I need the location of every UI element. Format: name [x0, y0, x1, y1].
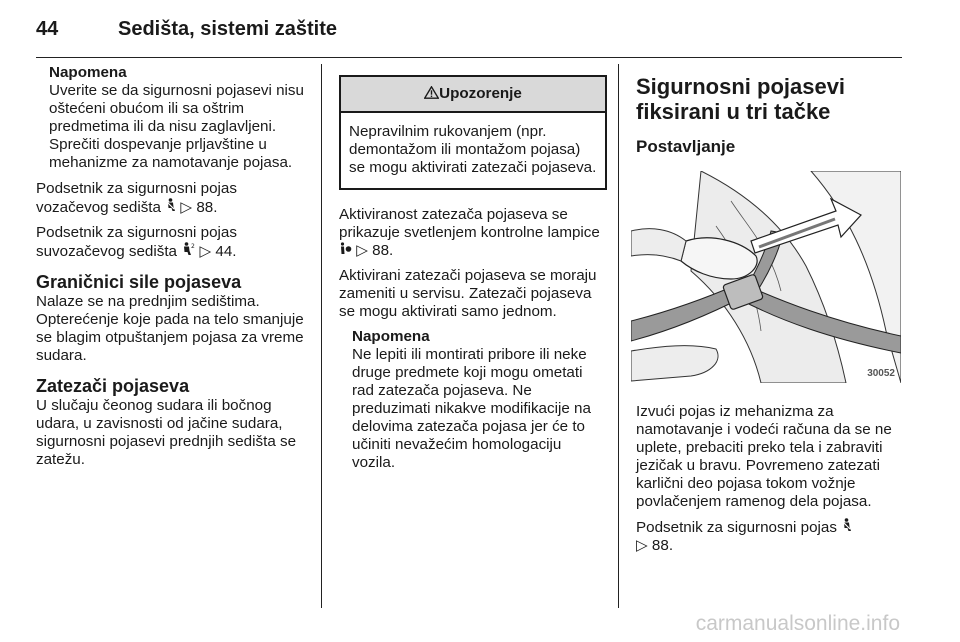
warning-header — [341, 77, 605, 113]
ref-arrow-icon: ▷ — [180, 199, 193, 216]
three-point-belt-heading: Sigurnosni pojasevi fiksirani u tri tačke — [636, 74, 846, 124]
note-box — [49, 64, 308, 172]
service-text: Aktivirani zatezači pojaseva se moraju zameniti u servisu. Zatezači pojaseva se mogu aktivirati samo jednom. — [339, 267, 597, 320]
fastening-subheading: Postavljanje — [636, 137, 736, 156]
activation-text: Aktiviranost zatezača pojaseva se prikazuje svetlenjem kontrolne lampice — [339, 206, 600, 241]
ref-arrow-icon: ▷ — [199, 243, 212, 260]
warning-triangle-icon — [424, 85, 439, 102]
seatbelt-illustration — [631, 171, 901, 383]
page-reference: 88. — [196, 199, 218, 216]
passenger-reminder-text: Podsetnik za sigurnosni pojas suvozačevog sedišta — [36, 224, 237, 260]
passenger-reminder-paragraph — [36, 224, 308, 261]
tensioner-heading: Zatezači pojaseva — [36, 376, 190, 396]
column-middle — [339, 64, 607, 480]
svg-text:2: 2 — [191, 243, 196, 250]
ref-arrow-icon: ▷ — [636, 537, 648, 554]
warning-title: Upozorenje — [439, 85, 522, 102]
page-reference: 44. — [215, 243, 237, 260]
column-divider — [618, 64, 619, 608]
driver-reminder-paragraph — [36, 180, 308, 217]
warning-text: Nepravilnim rukovanjem (npr. demontažom ili montažom pojasa) se mogu aktivirati zatezači pojaseva. — [349, 123, 597, 176]
page-number: 44 — [36, 18, 59, 40]
reminder-text: Podsetnik za sigurnosni pojas — [636, 519, 837, 536]
force-limiter-text: Nalaze se na prednjim sedištima. Opterećenje koje pada na telo smanjuje se blagim otpuštanjem pojasa za vreme sudara. — [36, 293, 304, 364]
force-limiter-heading: Graničnici sile pojaseva — [36, 272, 242, 292]
column-left — [36, 64, 308, 476]
note-label: Napomena — [49, 64, 127, 81]
note-label: Napomena — [352, 328, 430, 345]
note-text: Uverite se da sigurnosni pojasevi nisu oštećeni obućom ili sa oštrim predmetima ili da nisu zaglavljeni. Sprečiti dospevanje prljavštine u mehanizme za namotavanje pojasa. — [49, 82, 304, 171]
section-title: Sedišta, sistemi zaštite — [118, 18, 337, 40]
header-rule — [36, 57, 902, 58]
column-divider — [321, 64, 322, 608]
airbag-lamp-icon — [339, 243, 352, 258]
tensioner-text: U slučaju čeonog sudara ili bočnog udara, u zavisnosti od jačine sudara, sigurnosni pojasevi prednjih sedišta se zatežu. — [36, 397, 297, 468]
watermark: carmanualsonline.info — [695, 612, 900, 635]
figure-number: 30052 — [867, 368, 895, 379]
seatbelt-icon — [165, 200, 176, 215]
seatbelt-passenger-icon — [181, 244, 195, 259]
note-text: Ne lepiti ili montirati pribore ili neke druge predmete koji mogu ometati rad zatezača pojaseva. Ne preduzimati nikakve modifikacije na delovima zatezača pojasa jer će to učiniti nevažećim homologaciju vozila. — [352, 346, 591, 471]
column-right — [636, 64, 906, 562]
page-reference: 88. — [372, 242, 394, 259]
activation-paragraph — [339, 206, 607, 260]
driver-reminder-text: Podsetnik za sigurnosni pojas vozačevog sedišta — [36, 180, 237, 216]
note-box — [352, 328, 607, 472]
instruction-text: Izvući pojas iz mehanizma za namotavanje i vodeći računa da se ne uplete, prebaciti preko tela i zabraviti jezičak u bravu. Povremeno zatezati karlični deo pojasa tokom vožnje povlačenjem ramenog dela pojasa. — [636, 403, 892, 510]
reminder-paragraph — [636, 518, 906, 555]
seatbelt-icon — [841, 520, 852, 535]
page-reference: 88. — [651, 537, 674, 554]
warning-box — [339, 75, 607, 190]
ref-arrow-icon: ▷ — [356, 242, 368, 259]
